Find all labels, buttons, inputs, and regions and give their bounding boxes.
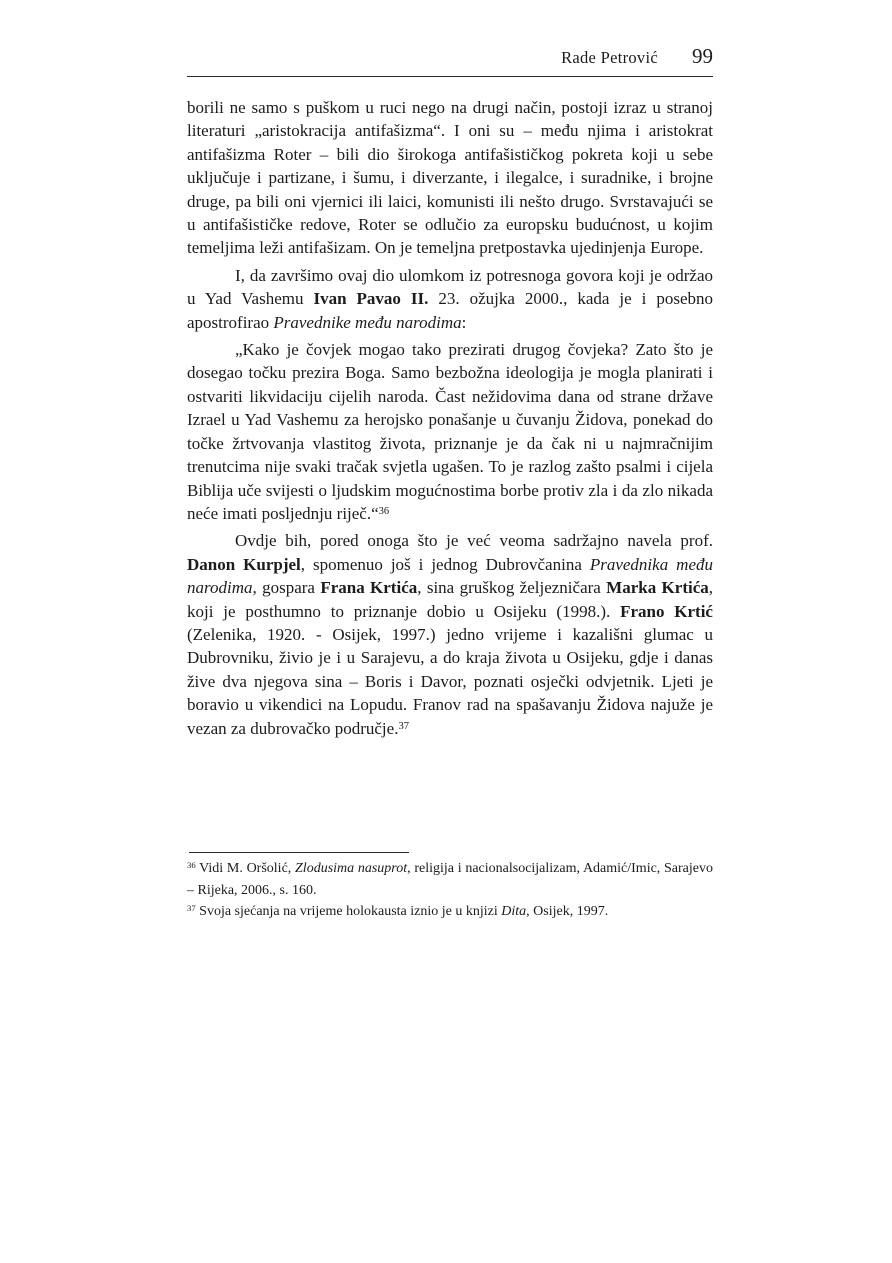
footnote-separator [189, 852, 409, 853]
body-text [187, 96, 713, 744]
text-run: , gospara [252, 578, 321, 598]
text-run: Svoja sjećanja na vrijeme holokausta iznio je u knjizi [195, 904, 502, 919]
text-run: Marka Krtića [606, 578, 709, 598]
text-run: , sina gruškog željezničara [417, 578, 607, 598]
text-run: Ovdje bih, pored onoga što je već veoma sadržajno navela prof. [235, 531, 713, 551]
footnote-ref: 37 [187, 903, 196, 914]
paragraph [187, 338, 713, 525]
text-run: , Osijek, 1997. [526, 904, 609, 919]
text-run: 23. ožujka 2000., kada je i posebno apostrofirao [187, 289, 714, 332]
text-run: (Zelenika, 1920. - Osijek, 1997.) jedno vrijeme i kazališni glumac u Dubrovniku, živio je i u Sarajevu, a do kraja života u Osijeku, gdje i danas žive dva njegova sina – Boris i Davor, poznati osječki odvjetnik. Ljeti je boravio u vikendici na Lopudu. Franov rad na spašavanju Židova najuže je vezan za dubrovačko područje. [187, 624, 713, 738]
footnote [187, 901, 713, 923]
text-run: Frana Krtića [320, 578, 418, 598]
text-run: Zlodusima nasuprot [295, 861, 408, 876]
text-run: , religija i nacionalsocijalizam, Adamić/Imic, Sarajevo – Rijeka, 2006., s. 160. [187, 861, 713, 898]
header-rule [187, 76, 713, 77]
page-number: 99 [692, 44, 713, 68]
text-run: Pravednika među narodima [187, 554, 713, 598]
text-run: Vidi M. Oršolić, [195, 861, 296, 876]
text-run: „Kako je čovjek mogao tako prezirati drugog čovjeka? Zato što je dosegao točku prezira Boga. Samo bezbožna ideologija je mogla planirati i ostvariti likvidaciju cijelih naroda. Čast nežidovima dana od strane države Izrael u Yad Vashemu za herojsko ponašanje u čuvanju Židova, ponekad do točke žrtvovanja vlastitog života, priznanje je da čak ni u najmračnijim trenutcima nije svaki tračak svjetla ugašen. To je razlog zašto psalmi i cijela Biblija uče svijesti o ljudskim mogućnostima borbe protiv zla i da zlo nikada neće imati posljednju riječ.“ [187, 340, 713, 523]
footnote-ref: 37 [398, 720, 409, 732]
text-run: Ivan Pavao II. [313, 289, 429, 309]
running-head-author: Rade Petrović [561, 48, 658, 67]
paragraph [187, 264, 713, 334]
page-header [187, 44, 713, 69]
text-run: , spomenuo još i jednog Dubrovčanina [300, 554, 590, 574]
text-run: Frano Krtić [620, 601, 713, 621]
text-run: : [461, 312, 467, 332]
footnote [187, 858, 713, 901]
paragraph [187, 96, 713, 260]
footnote-ref: 36 [378, 506, 390, 518]
paragraph [187, 529, 713, 740]
text-run: Pravednike među narodima [273, 312, 462, 332]
footnote-ref: 36 [187, 860, 196, 871]
text-run: I, da završimo ovaj dio ulomkom iz potresnoga govora koji je održao u Yad Vashemu [187, 265, 713, 309]
text-run: , koji je posthumno to priznanje dobio u Osijeku (1998.). [187, 578, 714, 621]
text-run: borili ne samo s puškom u ruci nego na drugi način, postoji izraz u stranoj literaturi „aristokracija antifašizma“. I oni su – među njima i aristokrat antifašizma Roter – bili dio širokoga antifašističkog pokreta koji u sebe uključuje i partizane, i šumu, i diverzante, i ilegalce, i suradnike, i brojne druge, pa bili oni vjernici ili laici, komunisti ili nešto drugo. Svrstavajući se u antifašističke redove, Roter se odlučio za europsku budućnost, u kojim temeljima leži antifašizam. On je temeljna pretpostavka ujedinjenja Europe. [187, 98, 713, 258]
footnotes [187, 858, 713, 923]
text-run: Danon Kurpjel [187, 554, 301, 574]
text-run: Dita [501, 904, 527, 919]
